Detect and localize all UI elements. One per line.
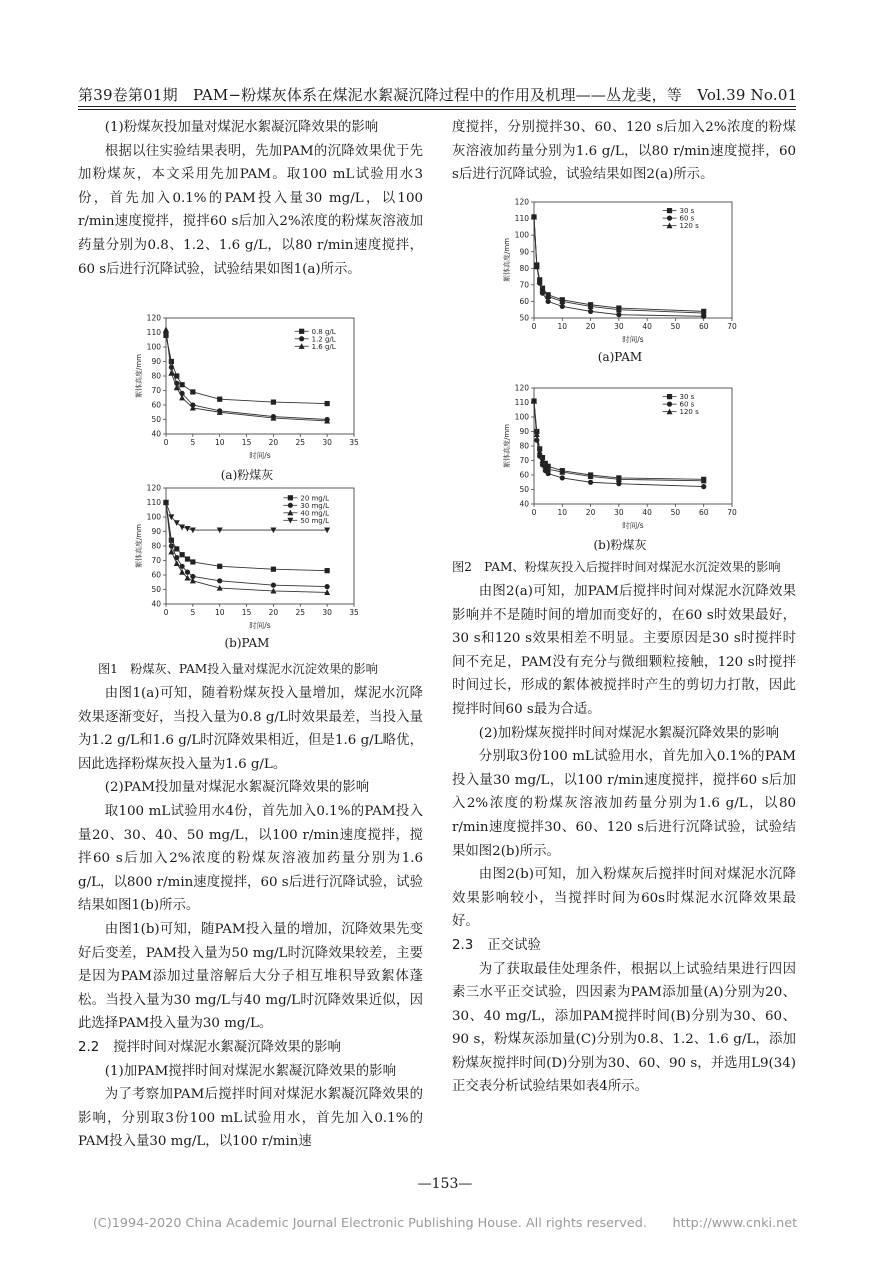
x-tick-label: 10 [557, 508, 568, 517]
data-point [190, 578, 196, 584]
running-header: 第39卷第01期 PAM−粉煤灰体系在煤泥水絮凝沉降过程中的作用及机理——丛龙斐，等 Vol.39 No.01 [78, 86, 798, 104]
y-tick-label: 50 [519, 485, 529, 495]
y-tick-label: 60 [151, 400, 161, 410]
legend-label: 20 mg/L [300, 494, 330, 503]
page-number: —153— [417, 1176, 473, 1192]
y-tick-label: 90 [151, 357, 161, 367]
y-axis-label: 絮体高度/mm [135, 524, 143, 568]
paragraph: 由图2(b)可知，加入粉煤灰后搅拌时间对煤泥水沉降效果影响较小，当搅拌时间为60s时煤泥水沉降效果最好。 [452, 867, 796, 930]
paragraph: (2)加粉煤灰搅拌时间对煤泥水絮凝沉降效果的影响 [478, 725, 779, 741]
section-title: 搅拌时间对煤泥水絮凝沉降效果的影响 [113, 1039, 341, 1055]
y-axis-label: 絮体高度/mm [503, 238, 511, 282]
paragraph: (2)PAM投加量对煤泥水絮凝沉降效果的影响 [104, 780, 370, 796]
y-tick-label: 90 [519, 427, 529, 437]
x-tick-label: 20 [268, 438, 279, 447]
y-tick-label: 110 [514, 398, 529, 408]
y-tick-label: 70 [519, 280, 529, 290]
right-column-body [452, 580, 796, 1099]
data-point [185, 570, 190, 575]
data-point [174, 546, 179, 551]
data-point [271, 400, 276, 405]
fig2-caption: 图2 PAM、粉煤灰投入后搅拌时间对煤泥水沉淀效果的影响 [452, 560, 781, 574]
fig2b-caption: (b)粉煤灰 [593, 538, 647, 552]
x-tick-label: 20 [585, 322, 596, 331]
legend-marker [667, 208, 672, 213]
paragraph: 度搅拌，分别搅拌30、60、120 s后加入2%浓度的粉煤灰溶液加药量分别为1.6 g/L，以80 r/min速度搅拌，60 s后进行沉降试验，试验结果如图2(a)所示。 [452, 120, 796, 183]
legend-label: 30 s [679, 207, 695, 216]
x-tick-label: 5 [190, 438, 196, 447]
paragraph: 由图2(a)可知，加PAM后搅拌时间对煤泥水沉降效果影响并不是随时间的增加而变好的，在60 s时效果最好，30 s和120 s效果相差不明显。主要原因是30 s时搅拌时间不充足，PAM没有充分与微细颗粒接触，120 s时搅拌时间过长，形成的絮体被搅拌时产生的剪切力打散，因此搅拌时间60 s最为合适。 [452, 584, 796, 717]
data-point [217, 564, 222, 569]
paragraph: 根据以往实验结果表明，先加PAM的沉降效果优于先加粉煤灰，本文采用先加PAM。取100 mL试验用水3份，首先加入0.1%的PAM投入量30 mg/L，以100 r/min速度搅拌，搅拌60 s后加入2%浓度的粉煤灰溶液加药量分别为0.8、1.2、1.6 g/L，以80 r/min速度搅拌，60 s后进行沉降试验，试验结果如图1(a)所示。 [78, 143, 423, 277]
y-tick-label: 80 [519, 441, 529, 451]
legend-marker [299, 336, 304, 341]
series-line [534, 401, 704, 487]
x-tick-label: 20 [268, 608, 279, 617]
legend-marker [288, 495, 293, 500]
legend-label: 120 s [679, 222, 699, 231]
chart-fig2a [500, 196, 740, 348]
paragraph: 为了获取最佳处理条件，根据以上试验结果进行四因素三水平正交试验，四因素为PAM添加量(A)分别为20、30、40 mg/L，添加PAM搅拌时间(B)分别为30、60、90 s，粉煤灰添加量(C)分别为0.8、1.2、1.6 g/L，添加粉煤灰搅拌时间(D)分别为30、60、90 s，并选用L9(34)正交表分析试验结果如表4所示。 [452, 961, 796, 1095]
section-heading-2-2 [78, 1036, 423, 1060]
x-tick-label: 0 [163, 438, 169, 447]
header-rule-bottom [78, 109, 796, 110]
y-tick-label: 120 [146, 313, 161, 323]
data-point [179, 569, 185, 575]
y-tick-label: 40 [519, 499, 529, 509]
y-axis-label: 絮体高度/mm [503, 424, 511, 468]
legend-label: 30 mg/L [300, 501, 330, 510]
data-point [185, 556, 190, 561]
x-tick-label: 0 [163, 608, 169, 617]
data-point [616, 312, 621, 317]
chart-fig1a [132, 312, 362, 464]
series-line [534, 401, 704, 481]
section-title: 正交试验 [487, 937, 541, 953]
section-heading-2-3 [452, 934, 796, 958]
y-tick-label: 80 [519, 263, 529, 273]
x-tick-label: 10 [214, 438, 225, 447]
data-point [163, 326, 169, 332]
data-point [325, 401, 330, 406]
x-tick-label: 60 [698, 508, 709, 517]
x-tick-label: 20 [585, 508, 596, 517]
y-tick-label: 70 [151, 386, 161, 396]
series-line [534, 214, 704, 311]
legend-marker [667, 402, 672, 407]
fig1-caption: 图1 粉煤灰、PAM投入量对煤泥水沉淀效果的影响 [98, 662, 378, 676]
y-tick-label: 70 [519, 456, 529, 466]
right-column-intro [452, 116, 796, 187]
section-number: 2.3 [452, 937, 474, 953]
y-tick-label: 40 [151, 599, 161, 609]
y-tick-label: 60 [151, 570, 161, 580]
x-tick-label: 5 [190, 608, 196, 617]
y-tick-label: 100 [514, 230, 529, 240]
legend-marker [288, 503, 293, 508]
series-line [534, 214, 704, 316]
y-tick-label: 40 [151, 429, 161, 439]
data-point [190, 559, 195, 564]
x-tick-label: 35 [349, 438, 359, 447]
y-tick-label: 90 [519, 247, 529, 257]
legend-marker [667, 394, 672, 399]
x-axis-label: 时间/s [249, 451, 271, 460]
x-axis-label: 时间/s [622, 521, 644, 530]
data-point [271, 567, 276, 572]
paragraph: 由图1(a)可知，随着粉煤灰投入量增加，煤泥水沉降效果逐渐变好，当投入量为0.8 g/L时效果最差，当投入量为1.2 g/L和1.6 g/L时沉降效果相近，但是1.6 g/L略优，因此选择粉煤灰投入量为1.6 g/L。 [78, 686, 423, 772]
paragraph: (1)粉煤灰投加量对煤泥水絮凝沉降效果的影响 [104, 120, 379, 135]
y-tick-label: 120 [146, 483, 161, 493]
x-tick-label: 40 [642, 508, 652, 517]
legend-label: 40 mg/L [300, 509, 330, 518]
data-point [271, 583, 276, 588]
x-tick-label: 70 [727, 322, 737, 331]
x-tick-label: 30 [614, 322, 624, 331]
chart-fig1b [132, 482, 362, 634]
chart-fig2b [500, 382, 740, 534]
x-tick-label: 0 [531, 508, 537, 517]
data-point [560, 475, 565, 480]
legend-label: 30 s [679, 393, 695, 402]
fig1a-caption: (a)粉煤灰 [220, 468, 274, 482]
y-tick-label: 100 [146, 342, 161, 352]
data-point [325, 584, 330, 589]
left-column-intro [78, 116, 423, 281]
y-tick-label: 50 [151, 585, 161, 595]
section-number: 2.2 [78, 1039, 100, 1055]
x-tick-label: 25 [295, 608, 306, 617]
data-point [180, 382, 185, 387]
y-tick-label: 60 [519, 470, 529, 480]
paragraph: 为了考察加PAM后搅拌时间对煤泥水絮凝沉降效果的影响，分别取3份100 mL试验用水，首先加入0.1%的PAM投入量30 mg/L，以100 r/min速 [78, 1087, 423, 1150]
x-tick-label: 10 [214, 608, 225, 617]
y-tick-label: 100 [514, 412, 529, 422]
y-tick-label: 50 [151, 415, 161, 425]
legend-label: 60 s [679, 400, 695, 409]
paragraph: 分别取3份100 mL试验用水，首先加入0.1%的PAM投入量30 mg/L，以100 r/min速度搅拌，搅拌60 s后加入2%浓度的粉煤灰溶液加药量分别为1.6 g/L，以80 r/min速度搅拌30、60、120 s后进行沉降试验，试验结果如图2(b)所示。 [452, 749, 796, 859]
header-rule-top [78, 106, 796, 107]
data-point [217, 397, 222, 402]
x-axis-label: 时间/s [249, 621, 271, 630]
y-tick-label: 50 [519, 313, 529, 323]
data-point [180, 552, 185, 557]
legend-label: 0.8 g/L [311, 327, 336, 336]
x-tick-label: 30 [322, 438, 332, 447]
data-point [169, 365, 174, 370]
data-point [588, 309, 593, 314]
x-tick-label: 10 [557, 322, 568, 331]
data-point [325, 568, 330, 573]
x-tick-label: 0 [531, 322, 537, 331]
legend-label: 60 s [679, 214, 695, 223]
data-point [588, 480, 593, 485]
x-tick-label: 15 [241, 608, 252, 617]
legend-label: 120 s [679, 408, 699, 417]
series-line [166, 335, 327, 403]
data-point [180, 564, 185, 569]
paragraph: (1)加PAM搅拌时间对煤泥水絮凝沉降效果的影响 [104, 1063, 396, 1079]
data-point [534, 438, 539, 443]
legend-label: 50 mg/L [300, 516, 330, 525]
series-line [534, 401, 704, 479]
x-axis-label: 时间/s [622, 335, 644, 344]
y-tick-label: 70 [151, 556, 161, 566]
x-tick-label: 60 [698, 322, 709, 331]
data-point [701, 484, 706, 489]
legend-marker [667, 216, 672, 221]
x-tick-label: 15 [241, 438, 252, 447]
legend-marker [299, 329, 304, 334]
y-tick-label: 60 [519, 297, 529, 307]
y-tick-label: 80 [151, 541, 161, 551]
data-point [217, 578, 222, 583]
left-column-body [78, 682, 423, 1154]
copyright-footer: (C)1994-2020 China Academic Journal Electronic Publishing House. All rights reserved. http://www.cnki.net [92, 1216, 798, 1231]
paragraph: 由图1(b)可知，随PAM投入量的增加，沉降效果先变好后变差，PAM投入量为50 mg/L时沉降效果较差，主要是因为PAM添加过量溶解后大分子相互堆积导致絮体蓬松。当投入量为30 mg/L与40 mg/L时沉降效果近似，因此选择PAM投入量为30 mg/L。 [78, 921, 423, 1032]
x-tick-label: 70 [727, 508, 737, 517]
x-tick-label: 50 [670, 508, 681, 517]
x-tick-label: 40 [642, 322, 652, 331]
x-tick-label: 30 [322, 608, 332, 617]
series-line [166, 330, 327, 421]
series-line [166, 333, 327, 420]
y-tick-label: 80 [151, 371, 161, 381]
y-axis-label: 絮体高度/mm [135, 354, 143, 398]
legend-label: 1.6 g/L [311, 342, 336, 351]
paragraph: 取100 mL试验用水4份，首先加入0.1%的PAM投入量20、30、40、50 mg/L，以100 r/min速度搅拌，搅拌60 s后加入2%浓度的粉煤灰溶液加药量分别为1.6 g/L，以800 r/min速度搅拌，60 s后进行沉降试验，试验结果如图1(b)所示。 [78, 803, 423, 914]
y-tick-label: 110 [514, 214, 529, 224]
y-tick-label: 90 [151, 527, 161, 537]
x-tick-label: 25 [295, 438, 306, 447]
x-tick-label: 35 [349, 608, 359, 617]
fig1b-caption: (b)PAM [224, 636, 270, 650]
legend-label: 1.2 g/L [311, 335, 336, 344]
y-tick-label: 120 [514, 197, 529, 207]
x-tick-label: 50 [670, 322, 681, 331]
y-tick-label: 110 [146, 498, 161, 508]
data-point [546, 299, 551, 304]
y-tick-label: 100 [146, 512, 161, 522]
fig2a-caption: (a)PAM [597, 350, 643, 364]
y-tick-label: 120 [514, 383, 529, 393]
data-point [190, 389, 195, 394]
data-point [560, 304, 565, 309]
y-tick-label: 110 [146, 328, 161, 338]
x-tick-label: 30 [614, 508, 624, 517]
data-point [174, 520, 180, 526]
